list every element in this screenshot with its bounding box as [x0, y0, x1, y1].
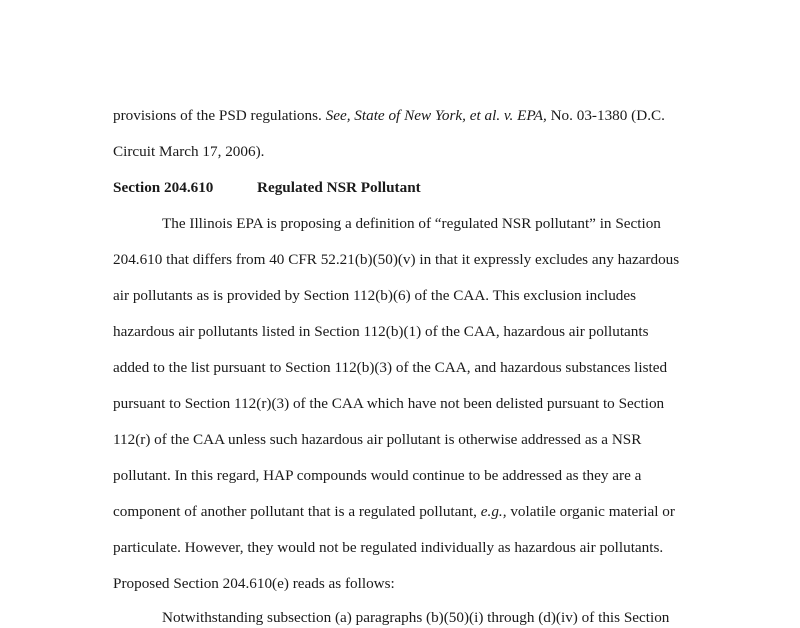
- case-citation: See, State of New York, et al. v. EPA,: [325, 107, 547, 124]
- body-text-line: Circuit March 17, 2006).: [113, 143, 265, 160]
- partial-text-line: Notwithstanding subsection (a) paragraphs (b)(50)(i) through (d)(iv) of this Section: [162, 609, 670, 626]
- section-number: Section 204.610: [113, 179, 214, 196]
- body-text-line: added to the list pursuant to Section 112(b)(3) of the CAA, and hazardous substances listed: [113, 359, 668, 376]
- body-text-line: 204.610 that differs from 40 CFR 52.21(b)(50)(v) in that it expressly excludes any hazardous: [113, 251, 680, 268]
- body-text-line: air pollutants as is provided by Section 112(b)(6) of the CAA. This exclusion includes: [113, 287, 637, 304]
- body-text-line: pollutant. In this regard, HAP compounds would continue to be addressed as they are a: [113, 467, 642, 484]
- section-heading: [113, 178, 421, 198]
- body-text-line: The Illinois EPA is proposing a definition of “regulated NSR pollutant” in Section: [162, 215, 661, 232]
- body-text-line: component of another pollutant that is a regulated pollutant, e.g., volatile organic material or: [113, 503, 675, 520]
- section-title: Regulated NSR Pollutant: [257, 179, 421, 196]
- body-text-line: 112(r) of the CAA unless such hazardous air pollutant is otherwise addressed as a NSR: [113, 431, 642, 448]
- body-text-line: provisions of the PSD regulations. See, State of New York, et al. v. EPA, No. 03-1380 (D.C.: [113, 107, 665, 124]
- body-text-line: particulate. However, they would not be regulated individually as hazardous air pollutants.: [113, 539, 664, 556]
- body-text-line: Proposed Section 204.610(e) reads as follows:: [113, 575, 395, 592]
- body-text-line: pursuant to Section 112(r)(3) of the CAA which have not been delisted pursuant to Section: [113, 395, 665, 412]
- italic-abbreviation: e.g.,: [480, 503, 507, 520]
- body-text-line: hazardous air pollutants listed in Section 112(b)(1) of the CAA, hazardous air pollutants: [113, 323, 649, 340]
